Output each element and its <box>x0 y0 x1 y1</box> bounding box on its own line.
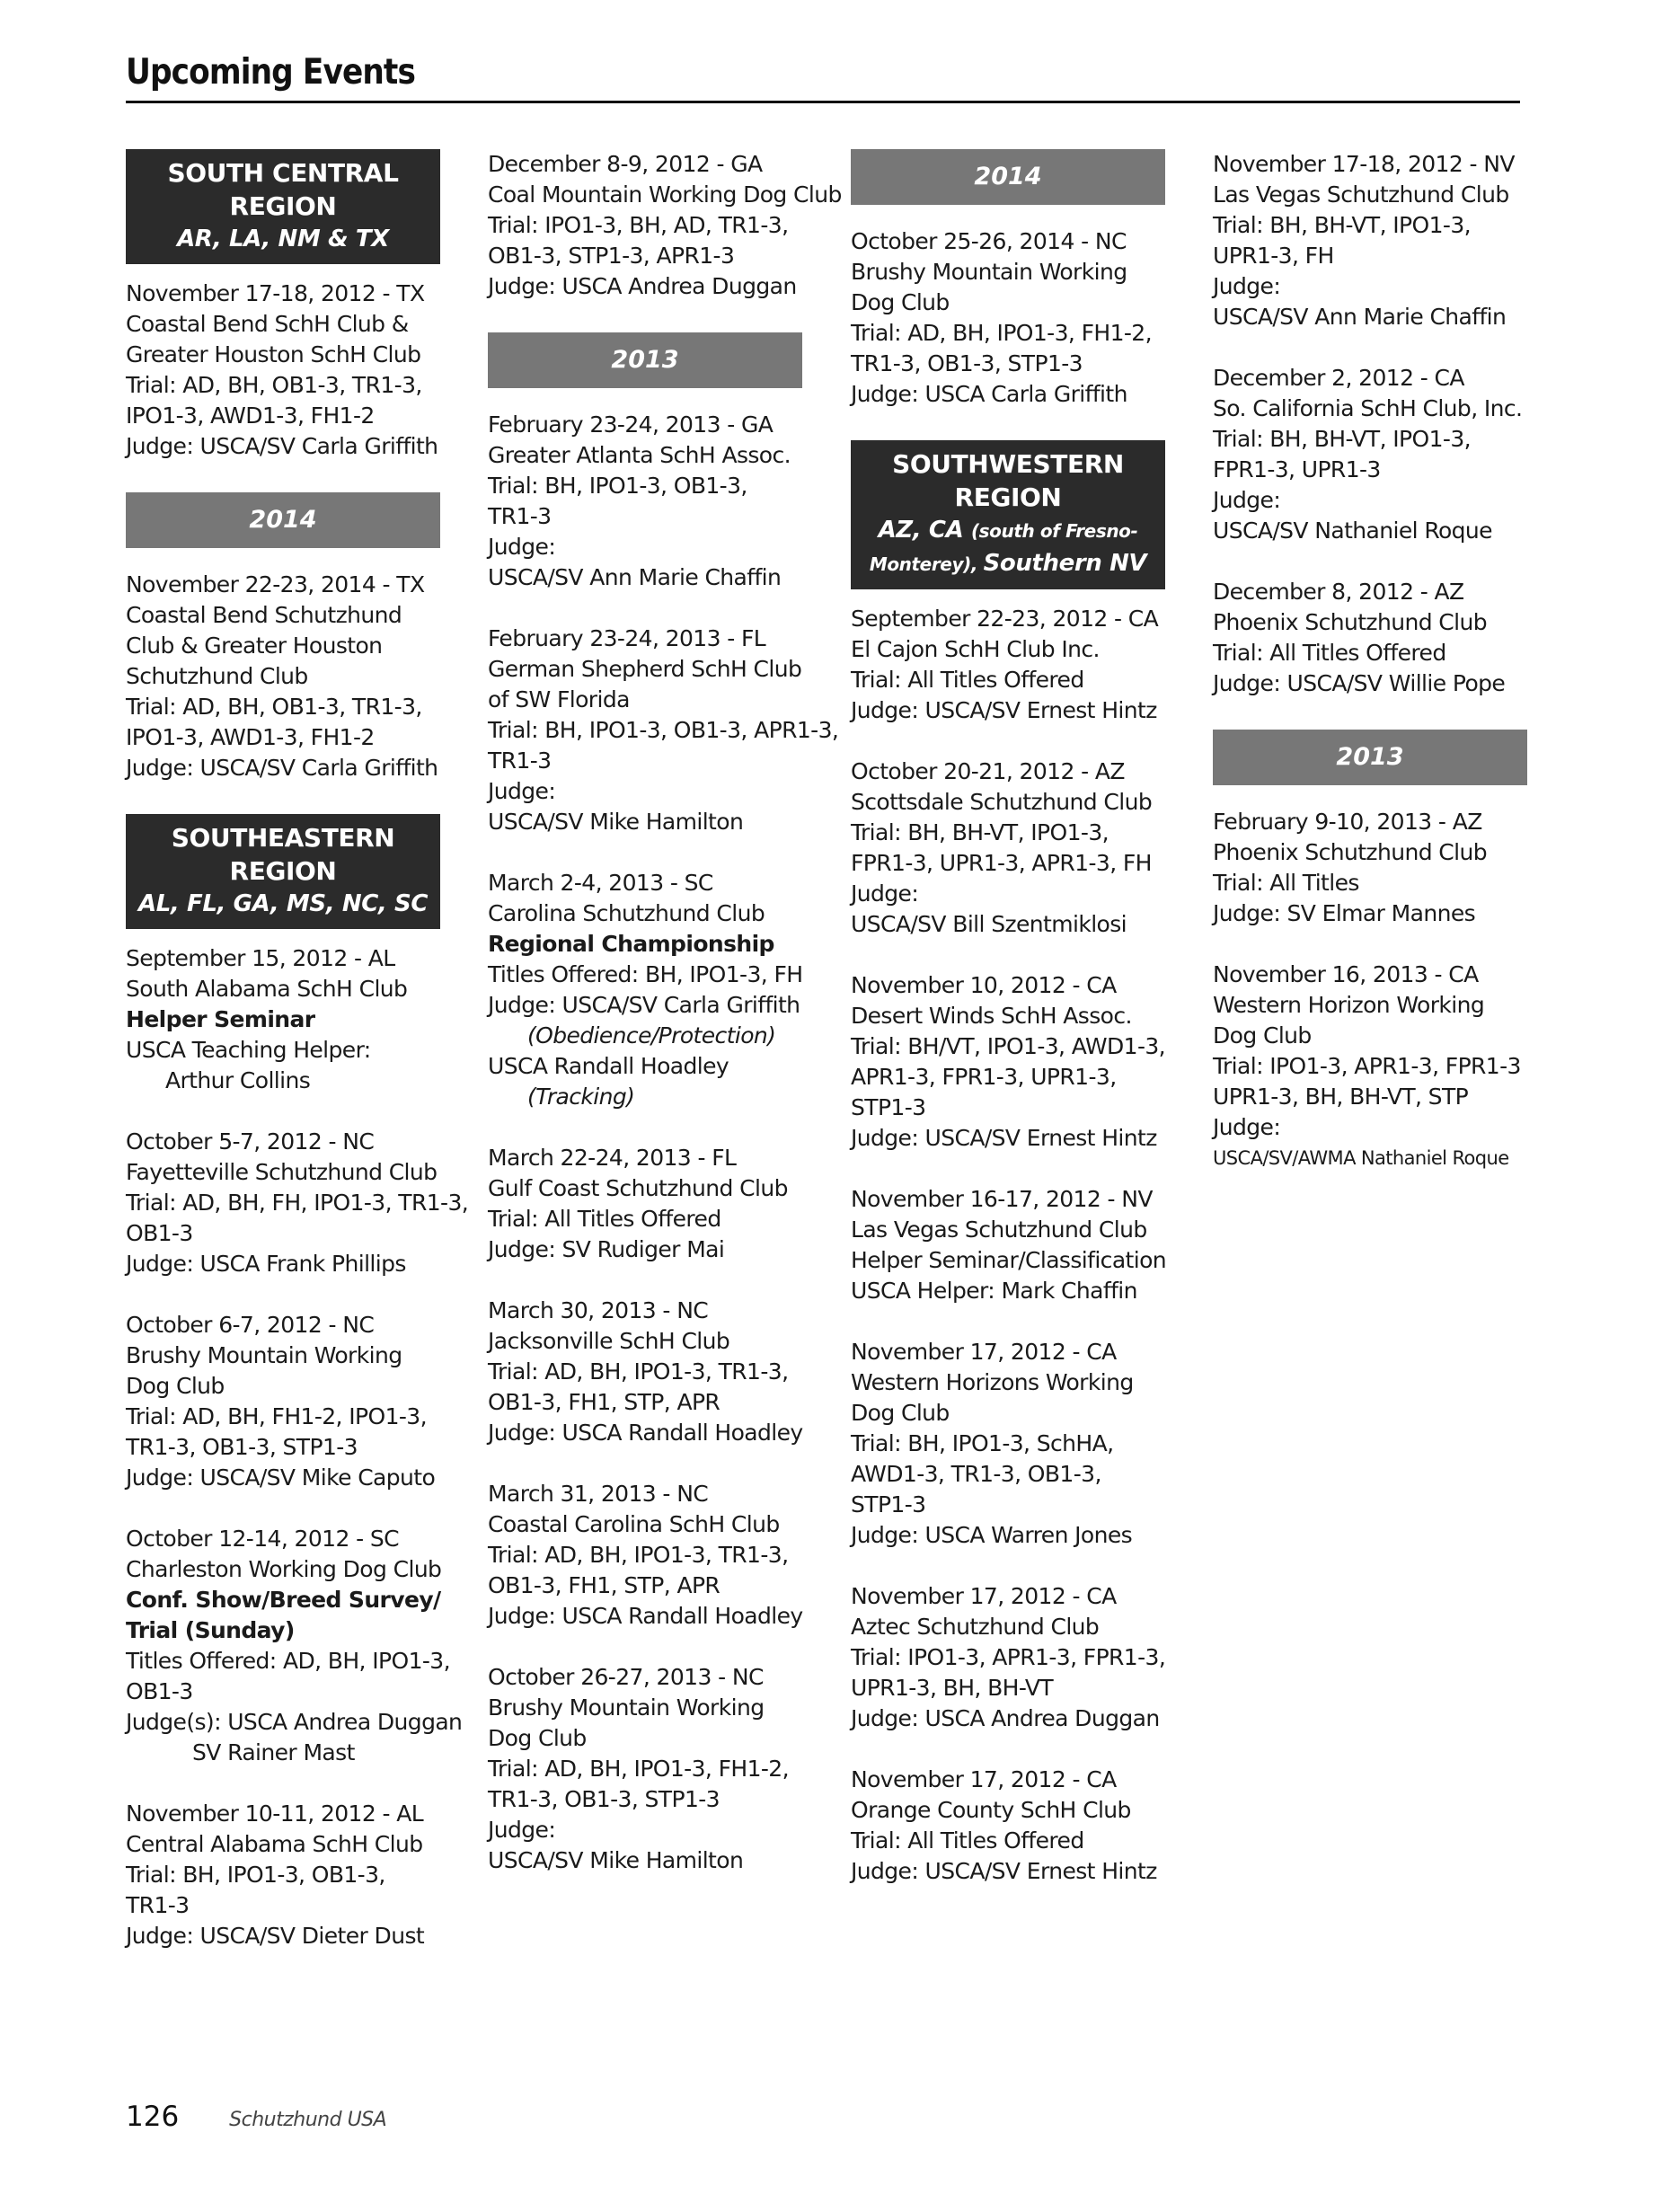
event-line: IPO1-3, AWD1-3, FH1-2 <box>126 403 375 429</box>
event-entry <box>851 1337 1165 1551</box>
event-line: TR1-3 <box>488 748 552 774</box>
event-line: Coastal Bend SchH Club & <box>126 311 409 337</box>
event-line: October 6-7, 2012 - NC <box>126 1312 375 1338</box>
region-states <box>856 547 1160 580</box>
event-entry <box>851 757 1165 940</box>
event-line: February 9-10, 2013 - AZ <box>1213 809 1482 835</box>
region-states-part: Southern NV <box>983 550 1147 577</box>
event-line: Greater Atlanta SchH Assoc. <box>488 442 791 468</box>
event-line: OB1-3, STP1-3, APR1-3 <box>488 243 735 269</box>
event-line: Trial: All Titles <box>1213 870 1359 896</box>
event-entry <box>126 1310 440 1493</box>
event-line: USCA/SV Ann Marie Chaffin <box>488 564 782 590</box>
event-line: STP1-3 <box>851 1491 926 1517</box>
year-header: 2013 <box>488 332 802 388</box>
event-line: OB1-3, FH1, STP, APR <box>488 1389 720 1415</box>
event-line: December 8, 2012 - AZ <box>1213 579 1464 605</box>
event-line: Judge: <box>1213 487 1281 513</box>
event-line: USCA Helper: Mark Chaffin <box>851 1278 1137 1304</box>
event-entry <box>126 943 440 1096</box>
event-line: Brushy Mountain Working <box>126 1342 402 1368</box>
region-states-part: (south of Fresno- <box>970 520 1138 542</box>
event-line: UPR1-3, FH <box>1213 243 1334 269</box>
event-line: OB1-3, FH1, STP, APR <box>488 1572 720 1598</box>
region-header <box>126 149 440 264</box>
event-line: Trial: BH, IPO1-3, OB1-3, <box>488 473 747 499</box>
region-header <box>126 814 440 929</box>
event-line: Carolina Schutzhund Club <box>488 900 765 926</box>
event-line: Judge: USCA Randall Hoadley <box>488 1603 803 1629</box>
event-line: Trial: BH, BH-VT, IPO1-3, <box>1213 426 1471 452</box>
page-title: Upcoming Events <box>126 52 415 93</box>
event-line: Conf. Show/Breed Survey/ <box>126 1587 441 1613</box>
event-line: Trial: AD, BH, OB1-3, TR1-3, <box>126 372 422 398</box>
event-line: November 17, 2012 - CA <box>851 1766 1117 1792</box>
event-line: Trial: All Titles Offered <box>488 1206 721 1232</box>
event-line: October 5-7, 2012 - NC <box>126 1128 375 1155</box>
event-line: Judge: USCA Randall Hoadley <box>488 1420 803 1446</box>
event-line: March 31, 2013 - NC <box>488 1481 709 1507</box>
event-entry <box>126 1127 469 1279</box>
event-line: Trial: All Titles Offered <box>1213 640 1446 666</box>
page-footer <box>126 2101 386 2133</box>
event-entry <box>488 1143 802 1265</box>
event-line: Las Vegas Schutzhund Club <box>851 1217 1147 1243</box>
event-line: Schutzhund Club <box>126 663 308 689</box>
event-entry <box>488 1296 802 1448</box>
event-line: Trial: BH, BH-VT, IPO1-3, <box>851 819 1109 845</box>
event-line: El Cajon SchH Club Inc. <box>851 636 1100 662</box>
year-header: 2014 <box>851 149 1165 205</box>
event-line: Judge: <box>1213 273 1281 299</box>
event-entry <box>488 410 802 593</box>
event-line: Titles Offered: BH, IPO1-3, FH <box>488 961 803 987</box>
region-states-part: Monterey), <box>869 553 984 575</box>
event-entry <box>851 1184 1165 1306</box>
event-line: Trial: AD, BH, OB1-3, TR1-3, <box>126 694 422 720</box>
event-line: November 10, 2012 - CA <box>851 972 1117 998</box>
event-line: Trial: BH, IPO1-3, SchHA, <box>851 1430 1114 1456</box>
event-line: Judge: <box>488 1817 556 1843</box>
event-line: Judge: USCA Warren Jones <box>851 1522 1133 1548</box>
event-line: Dog Club <box>488 1725 587 1751</box>
event-line: Judge: USCA/SV Carla Griffith <box>126 433 438 459</box>
event-line: October 25-26, 2014 - NC <box>851 228 1127 254</box>
year-header: 2014 <box>126 492 440 548</box>
event-entry <box>1213 807 1527 929</box>
event-entry <box>851 604 1165 726</box>
event-entry <box>1213 149 1527 332</box>
event-line: TR1-3, OB1-3, STP1-3 <box>488 1786 720 1812</box>
region-name-line: SOUTH CENTRAL <box>167 158 399 188</box>
event-entry <box>488 624 839 837</box>
event-line: Judge: USCA Carla Griffith <box>851 381 1127 407</box>
event-line: Jacksonville SchH Club <box>488 1328 730 1354</box>
event-line: March 2-4, 2013 - SC <box>488 870 713 896</box>
event-line: Phoenix Schutzhund Club <box>1213 839 1488 865</box>
region-states-part: AZ, CA <box>878 517 971 544</box>
region-name-line: SOUTHWESTERN <box>892 449 1124 479</box>
event-entry <box>851 1765 1165 1887</box>
event-line: October 20-21, 2012 - AZ <box>851 758 1125 784</box>
region-name-line: REGION <box>954 482 1062 512</box>
event-line: USCA Teaching Helper: <box>126 1037 371 1063</box>
event-line: Judge: SV Rudiger Mai <box>488 1236 725 1262</box>
event-line: Trial: BH, IPO1-3, OB1-3, <box>126 1862 385 1888</box>
region-states <box>856 514 1160 547</box>
event-line: Brushy Mountain Working <box>488 1694 765 1721</box>
event-line: Coal Mountain Working Dog Club <box>488 181 842 208</box>
region-states: AL, FL, GA, MS, NC, SC <box>137 890 429 917</box>
event-line: Trial: AD, BH, FH1-2, IPO1-3, <box>126 1403 427 1429</box>
page-number: 126 <box>126 2101 180 2133</box>
event-line: Trial: AD, BH, IPO1-3, FH1-2, <box>488 1756 789 1782</box>
event-entry <box>851 1581 1165 1734</box>
event-line: German Shepherd SchH Club <box>488 656 802 682</box>
event-line: Helper Seminar/Classification <box>851 1247 1167 1273</box>
event-line: Judge: <box>1213 1114 1281 1140</box>
event-entry <box>488 868 802 1112</box>
event-line: Trial: IPO1-3, APR1-3, FPR1-3 <box>1213 1053 1521 1079</box>
event-line: November 17-18, 2012 - NV <box>1213 151 1515 177</box>
event-line: Judge: USCA/SV Carla Griffith <box>488 992 800 1018</box>
event-line: Trial: IPO1-3, APR1-3, FPR1-3, <box>851 1644 1166 1670</box>
event-entry <box>126 1799 440 1951</box>
event-line: AWD1-3, TR1-3, OB1-3, <box>851 1461 1101 1487</box>
event-line: Trial: All Titles Offered <box>851 1827 1084 1854</box>
region-states: AR, LA, NM & TX <box>177 226 389 252</box>
event-line: Judge: USCA/SV Dieter Dust <box>126 1923 425 1949</box>
event-line: Dog Club <box>851 1400 950 1426</box>
event-line: Judge: <box>851 880 919 907</box>
publication-name: Schutzhund USA <box>229 2109 387 2131</box>
event-entry <box>1213 363 1527 546</box>
event-line: So. California SchH Club, Inc. <box>1213 395 1523 421</box>
event-line: Trial: BH, BH-VT, IPO1-3, <box>1213 212 1471 238</box>
event-line: Dog Club <box>851 289 950 315</box>
event-line: FPR1-3, UPR1-3, APR1-3, FH <box>851 850 1152 876</box>
event-line: OB1-3 <box>126 1220 193 1246</box>
event-line: of SW Florida <box>488 686 630 712</box>
event-line: STP1-3 <box>851 1094 926 1120</box>
event-line: Trial (Sunday) <box>126 1617 295 1643</box>
event-line: November 16, 2013 - CA <box>1213 961 1479 987</box>
event-line: November 10-11, 2012 - AL <box>126 1801 424 1827</box>
event-line: Trial: AD, BH, IPO1-3, TR1-3, <box>488 1358 789 1385</box>
event-line: Judge: USCA Andrea Duggan <box>851 1705 1160 1731</box>
event-line: November 22-23, 2014 - TX <box>126 571 425 597</box>
event-entry <box>488 149 842 302</box>
event-line: March 22-24, 2013 - FL <box>488 1145 737 1171</box>
event-line: October 12-14, 2012 - SC <box>126 1526 399 1552</box>
event-line: March 30, 2013 - NC <box>488 1297 709 1323</box>
event-line: Judge: USCA Frank Phillips <box>126 1251 406 1277</box>
event-entry <box>126 570 440 783</box>
event-line: Trial: IPO1-3, BH, AD, TR1-3, <box>488 212 789 238</box>
column-4 <box>1213 149 1527 1204</box>
event-line: (Obedience/Protection) <box>527 1022 776 1048</box>
event-line: USCA/SV Mike Hamilton <box>488 809 744 835</box>
event-line: Titles Offered: AD, BH, IPO1-3, <box>126 1648 450 1674</box>
event-line: Trial: BH/VT, IPO1-3, AWD1-3, <box>851 1033 1166 1059</box>
event-line: Brushy Mountain Working <box>851 259 1127 285</box>
event-line: SV Rainer Mast <box>192 1739 355 1765</box>
column-1 <box>126 149 469 1982</box>
event-line: Fayetteville Schutzhund Club <box>126 1159 438 1185</box>
event-line: Phoenix Schutzhund Club <box>1213 609 1488 635</box>
event-line: Trial: BH, IPO1-3, OB1-3, APR1-3, <box>488 717 839 743</box>
event-line: Judge: USCA/SV Willie Pope <box>1213 670 1506 696</box>
event-line: UPR1-3, BH, BH-VT, STP <box>1213 1084 1469 1110</box>
event-line: USCA/SV/AWMA Nathaniel Roque <box>1213 1147 1509 1169</box>
event-line: UPR1-3, BH, BH-VT <box>851 1675 1053 1701</box>
event-line: November 16-17, 2012 - NV <box>851 1186 1153 1212</box>
event-line: December 8-9, 2012 - GA <box>488 151 763 177</box>
event-line: Judge: <box>488 534 556 560</box>
event-line: Judge: USCA Andrea Duggan <box>488 273 797 299</box>
event-line: Judge: USCA/SV Ernest Hintz <box>851 1858 1157 1884</box>
event-entry <box>126 1524 463 1768</box>
event-line: Gulf Coast Schutzhund Club <box>488 1175 788 1201</box>
event-line: Western Horizons Working <box>851 1369 1134 1395</box>
event-line: USCA/SV Ann Marie Chaffin <box>1213 304 1507 330</box>
event-line: October 26-27, 2013 - NC <box>488 1664 764 1690</box>
event-line: Arthur Collins <box>165 1067 311 1093</box>
event-entry <box>488 1479 802 1632</box>
region-name-line: REGION <box>229 856 337 886</box>
event-line: Helper Seminar <box>126 1006 315 1032</box>
event-line: September 22-23, 2012 - CA <box>851 606 1159 632</box>
event-line: Judge: SV Elmar Mannes <box>1213 900 1476 926</box>
event-line: Aztec Schutzhund Club <box>851 1614 1100 1640</box>
event-line: Orange County SchH Club <box>851 1797 1131 1823</box>
event-line: Dog Club <box>126 1373 225 1399</box>
region-name-line: REGION <box>229 191 337 221</box>
event-line: TR1-3 <box>488 503 552 529</box>
event-line: Club & Greater Houston <box>126 633 383 659</box>
event-line: Western Horizon Working <box>1213 992 1485 1018</box>
event-line: Central Alabama SchH Club <box>126 1831 423 1857</box>
event-line: USCA/SV Mike Hamilton <box>488 1847 744 1873</box>
event-line: Judge: USCA/SV Mike Caputo <box>126 1464 436 1491</box>
event-line: Greater Houston SchH Club <box>126 341 421 367</box>
event-line: Coastal Bend Schutzhund <box>126 602 402 628</box>
column-3 <box>851 149 1165 1917</box>
event-line: TR1-3, OB1-3, STP1-3 <box>851 350 1083 376</box>
event-line: Charleston Working Dog Club <box>126 1556 442 1582</box>
event-line: IPO1-3, AWD1-3, FH1-2 <box>126 724 375 750</box>
event-line: Judge: USCA/SV Ernest Hintz <box>851 697 1157 723</box>
event-line: Coastal Carolina SchH Club <box>488 1511 780 1537</box>
event-line: November 17-18, 2012 - TX <box>126 280 425 306</box>
event-line: TR1-3 <box>126 1892 190 1918</box>
event-line: Judge: USCA/SV Ernest Hintz <box>851 1125 1157 1151</box>
event-line: Dog Club <box>1213 1022 1312 1048</box>
event-line: Regional Championship <box>488 931 774 957</box>
title-rule <box>126 101 1520 103</box>
event-line: Desert Winds SchH Assoc. <box>851 1003 1132 1029</box>
event-line: Judge: USCA/SV Carla Griffith <box>126 755 438 781</box>
event-line: Judge(s): USCA Andrea Duggan <box>126 1709 463 1735</box>
event-line: USCA/SV Nathaniel Roque <box>1213 518 1492 544</box>
event-line: Trial: AD, BH, IPO1-3, TR1-3, <box>488 1542 789 1568</box>
event-line: OB1-3 <box>126 1678 193 1704</box>
region-name-line: SOUTHEASTERN <box>171 823 395 853</box>
event-line: TR1-3, OB1-3, STP1-3 <box>126 1434 358 1460</box>
event-entry <box>851 970 1165 1154</box>
year-header: 2013 <box>1213 730 1527 785</box>
event-line: FPR1-3, UPR1-3 <box>1213 456 1381 482</box>
event-line: November 17, 2012 - CA <box>851 1339 1117 1365</box>
event-entry <box>126 279 440 462</box>
event-entry <box>851 226 1165 410</box>
event-entry <box>1213 577 1527 699</box>
event-entry <box>1213 960 1527 1173</box>
region-header <box>851 440 1165 589</box>
event-line: February 23-24, 2013 - GA <box>488 411 774 438</box>
event-line: (Tracking) <box>527 1084 635 1110</box>
event-line: September 15, 2012 - AL <box>126 945 395 971</box>
event-line: December 2, 2012 - CA <box>1213 365 1464 391</box>
event-line: USCA/SV Bill Szentmiklosi <box>851 911 1127 937</box>
event-line: Trial: All Titles Offered <box>851 667 1084 693</box>
event-line: USCA Randall Hoadley <box>488 1053 729 1079</box>
column-2 <box>488 149 842 1907</box>
event-line: Trial: AD, BH, IPO1-3, FH1-2, <box>851 320 1152 346</box>
event-line: Scottsdale Schutzhund Club <box>851 789 1153 815</box>
event-line: Judge: <box>488 778 556 804</box>
event-line: November 17, 2012 - CA <box>851 1583 1117 1609</box>
event-entry <box>488 1662 802 1876</box>
event-line: Las Vegas Schutzhund Club <box>1213 181 1509 208</box>
event-line: APR1-3, FPR1-3, UPR1-3, <box>851 1064 1117 1090</box>
event-line: February 23-24, 2013 - FL <box>488 625 766 651</box>
event-line: Trial: AD, BH, FH, IPO1-3, TR1-3, <box>126 1190 469 1216</box>
event-line: South Alabama SchH Club <box>126 976 408 1002</box>
